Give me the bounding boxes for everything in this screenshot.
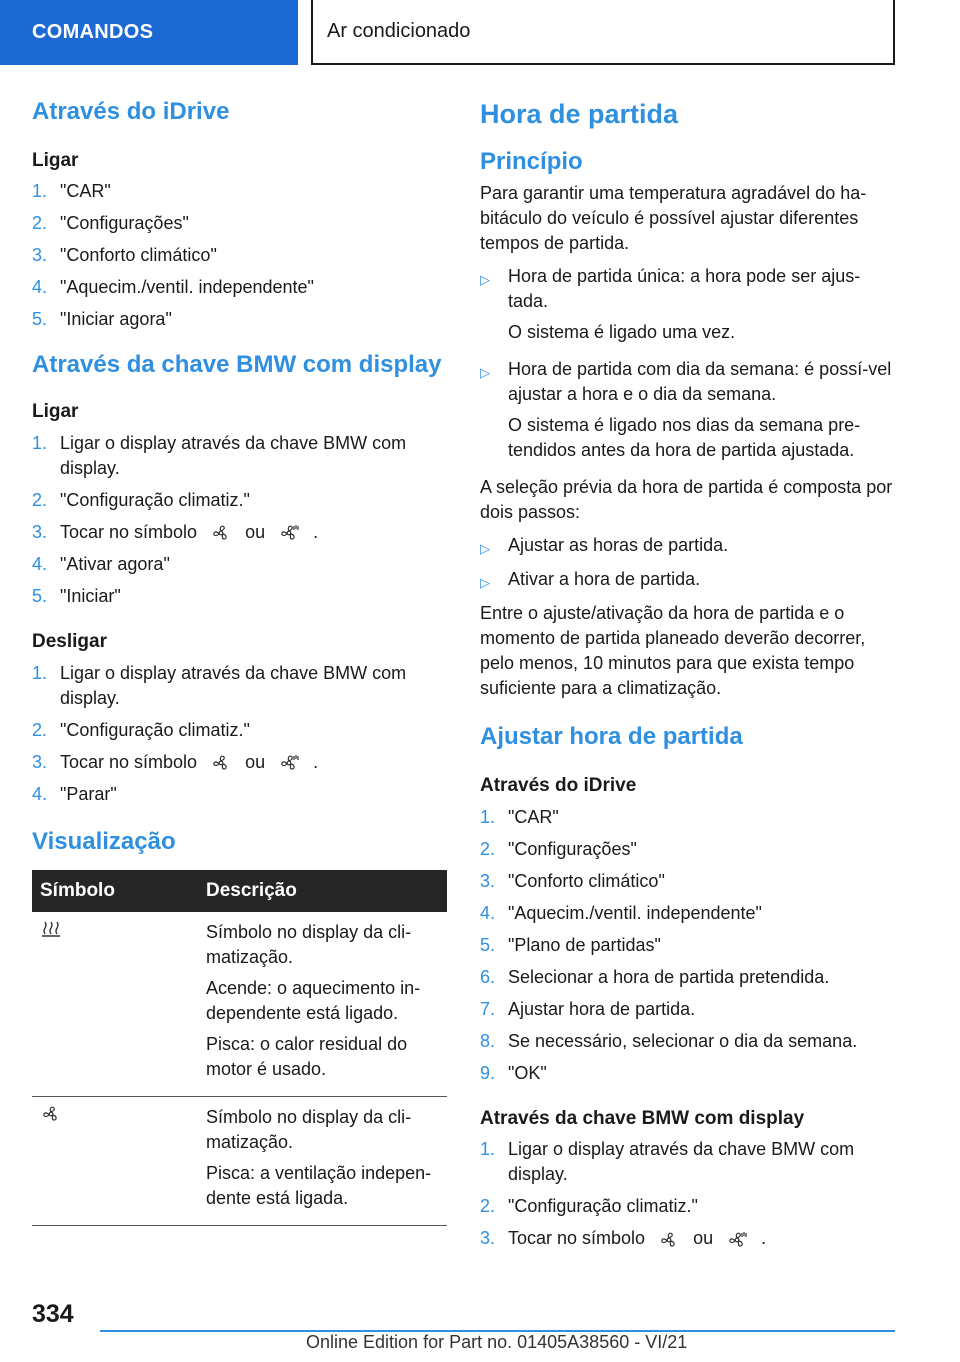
- fan-heat-icon: [278, 524, 300, 542]
- list-item: 5. "Iniciar": [32, 585, 121, 606]
- left-column: [32, 98, 447, 1226]
- symbol-cell: [32, 912, 198, 1097]
- triangle-bullet-icon: ▷: [480, 541, 490, 557]
- principle-intro: Para garantir uma temperatura agradável do ha-bitáculo do veículo é possível ajustar diferentes tempos de partida.: [480, 183, 867, 254]
- list-item: 5. "Plano de partidas": [480, 934, 661, 955]
- right-column: [480, 98, 900, 1258]
- footer-edition: Online Edition for Part no. 01405A38560 - VI/21: [306, 1332, 688, 1352]
- list-item: 4. "Ativar agora": [32, 553, 170, 574]
- closing-text: Entre o ajuste/ativação da hora de partida e o momento de partida planeado deverão decorrer, pelo menos, 10 minutos para que exista tempo suficiente para a climatização.: [480, 603, 866, 699]
- section-heading-key: Através da chave BMW com display: [32, 351, 442, 379]
- list-item: 9. "OK": [480, 1062, 547, 1083]
- fan-icon: [210, 754, 232, 772]
- section-heading-principle: Princípio: [480, 148, 583, 176]
- list-item: ▷ Hora de partida com dia da semana: é possí-vel ajustar a hora e o dia da semana. O sistema é ligado nos dias da semana pre-tendidos antes da hora de partida ajustada.: [480, 357, 900, 469]
- key-on-steps: [32, 431, 447, 609]
- section-tab: COMANDOS: [0, 0, 298, 65]
- fan-heat-icon: [726, 1231, 748, 1249]
- list-item: 2. "Configuração climatiz.": [32, 489, 250, 510]
- list-item: ▷ Ativar a hora de partida.: [480, 567, 900, 595]
- symbol-table: [32, 870, 447, 1226]
- table-row: [32, 1097, 447, 1226]
- main-heading: Hora de partida: [480, 99, 679, 129]
- triangle-bullet-icon: ▷: [480, 575, 490, 591]
- list-item: 4. "Aquecim./ventil. independente": [32, 277, 314, 298]
- list-item: 2. "Configurações": [32, 213, 189, 234]
- subheading-ligar: Ligar: [32, 401, 79, 423]
- heating-icon: [40, 920, 62, 938]
- triangle-bullet-icon: ▷: [480, 272, 490, 288]
- list-item: 3. Tocar no símbolo ou .: [32, 751, 319, 772]
- subheading-desligar: Desligar: [32, 630, 107, 652]
- list-item: ▷ Ajustar as horas de partida.: [480, 533, 900, 561]
- list-item: ▷ Hora de partida única: a hora pode ser ajus-tada. O sistema é ligado uma vez.: [480, 264, 900, 351]
- column-header-symbol: Símbolo: [32, 870, 198, 912]
- list-item: 1. "CAR": [480, 806, 559, 827]
- list-item: 5. "Iniciar agora": [32, 309, 172, 330]
- list-item: 3. Tocar no símbolo ou .: [32, 521, 319, 542]
- list-item: 3. "Conforto climático": [480, 870, 665, 891]
- preselect-steps: [480, 533, 900, 595]
- list-item: 1. "CAR": [32, 181, 111, 202]
- page-number: 334: [32, 1300, 74, 1328]
- table-row: [32, 912, 447, 1097]
- description-cell: Símbolo no display da cli-matização. Pisca: a ventilação indepen-dente está ligada.: [198, 1097, 447, 1226]
- start-time-types: [480, 264, 900, 469]
- list-item: 7. Ajustar hora de partida.: [480, 998, 696, 1019]
- list-item: 6. Selecionar a hora de partida pretendida.: [480, 966, 830, 987]
- list-item: 1. Ligar o display através da chave BMW com display.: [32, 432, 407, 478]
- subheading-ligar: Ligar: [32, 149, 79, 171]
- chapter-title: Ar condicionado: [311, 0, 895, 65]
- section-heading-idrive: Através do iDrive: [32, 98, 230, 125]
- preselect-text: A seleção prévia da hora de partida é composta por dois passos:: [480, 477, 893, 523]
- list-item: 1. Ligar o display através da chave BMW com display.: [32, 662, 407, 708]
- list-item: 4. "Parar": [32, 783, 117, 804]
- key-off-steps: [32, 661, 447, 807]
- list-item: 2. "Configuração climatiz.": [480, 1196, 698, 1217]
- fan-icon: [40, 1105, 62, 1123]
- triangle-bullet-icon: ▷: [480, 365, 490, 381]
- list-item: 8. Se necessário, selecionar o dia da semana.: [480, 1030, 858, 1051]
- list-item: 4. "Aquecim./ventil. independente": [480, 902, 762, 923]
- list-item: 1. Ligar o display através da chave BMW com display.: [480, 1139, 855, 1185]
- list-item: 2. "Configuração climatiz.": [32, 719, 250, 740]
- column-header-description: Descrição: [198, 870, 447, 912]
- fan-icon: [658, 1231, 680, 1249]
- list-item: 2. "Configurações": [480, 838, 637, 859]
- subheading-key: Através da chave BMW com display: [480, 1107, 805, 1129]
- list-item: 3. Tocar no símbolo ou .: [480, 1228, 767, 1249]
- list-item: 3. "Conforto climático": [32, 245, 217, 266]
- fan-icon: [210, 524, 232, 542]
- adjust-key-steps: [480, 1137, 900, 1251]
- subheading-idrive: Através do iDrive: [480, 774, 637, 796]
- section-heading-adjust: Ajustar hora de partida: [480, 723, 743, 751]
- section-heading-display: Visualização: [32, 827, 176, 855]
- fan-heat-icon: [278, 754, 300, 772]
- idrive-steps: [32, 179, 447, 332]
- symbol-cell: [32, 1097, 198, 1226]
- description-cell: Símbolo no display da cli-matização. Acende: o aquecimento in-dependente está ligado. Pisca: o calor residual do motor é usado.: [198, 912, 447, 1097]
- adjust-idrive-steps: [480, 805, 900, 1086]
